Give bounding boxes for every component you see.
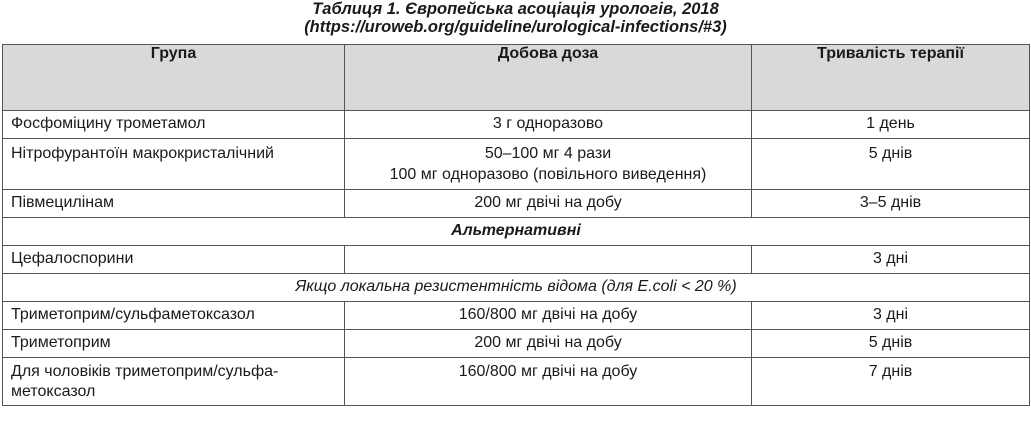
cell-duration: 3 дні (752, 302, 1030, 330)
cell-dose: 200 мг двічі на добу (345, 190, 752, 218)
section-title-alternatives: Альтернативні (3, 218, 1030, 246)
table-row (3, 358, 1030, 406)
table-row (3, 139, 1030, 190)
cell-group: Цефалоспорини (3, 246, 345, 274)
cell-duration: 5 днів (752, 330, 1030, 358)
cell-dose: 3 г одноразово (345, 111, 752, 139)
header-daily-dose: Добова доза (345, 45, 752, 111)
table-row (3, 302, 1030, 330)
table-row (3, 111, 1030, 139)
cell-duration: 7 днів (752, 358, 1030, 406)
cell-group: Півмецилінам (3, 190, 345, 218)
caption-source-link: (https://uroweb.org/guideline/urological-infections/#3) (304, 18, 727, 36)
cell-duration: 3–5 днів (752, 190, 1030, 218)
cell-group-line2: метоксазол (11, 383, 96, 400)
table-row (3, 246, 1030, 274)
cell-dose: 200 мг двічі на добу (345, 330, 752, 358)
cell-group: Триметоприм (3, 330, 345, 358)
table-row (3, 330, 1030, 358)
section-row-resistance (3, 274, 1030, 302)
header-duration: Тривалість терапії (752, 45, 1030, 111)
header-group: Група (3, 45, 345, 111)
section-title-resistance: Якщо локальна резистентність відома (для E.coli < 20 %) (3, 274, 1030, 302)
dosage-table (2, 44, 1030, 406)
header-row (3, 45, 1030, 111)
cell-dose (345, 139, 752, 190)
cell-group: Нітрофурантоїн макрокристалічний (3, 139, 345, 190)
cell-dose-line1: 50–100 мг 4 рази (484, 145, 612, 162)
cell-group-line1: Для чоловіків триметоприм/сульфа- (11, 363, 279, 380)
table-row (3, 190, 1030, 218)
section-row-alternatives (3, 218, 1030, 246)
cell-group: Фосфоміцину трометамол (3, 111, 345, 139)
cell-dose-line2: 100 мг одноразово (повільного виведення) (389, 166, 707, 183)
cell-group (3, 358, 345, 406)
cell-duration: 5 днів (752, 139, 1030, 190)
cell-dose: 160/800 мг двічі на добу (345, 358, 752, 406)
cell-group: Триметоприм/сульфаметоксазол (3, 302, 345, 330)
cell-dose (345, 246, 752, 274)
caption-title: Таблиця 1. Європейська асоціація урологів, 2018 (312, 0, 719, 18)
cell-duration: 3 дні (752, 246, 1030, 274)
cell-dose: 160/800 мг двічі на добу (345, 302, 752, 330)
cell-duration: 1 день (752, 111, 1030, 139)
table-caption (0, 0, 1031, 36)
